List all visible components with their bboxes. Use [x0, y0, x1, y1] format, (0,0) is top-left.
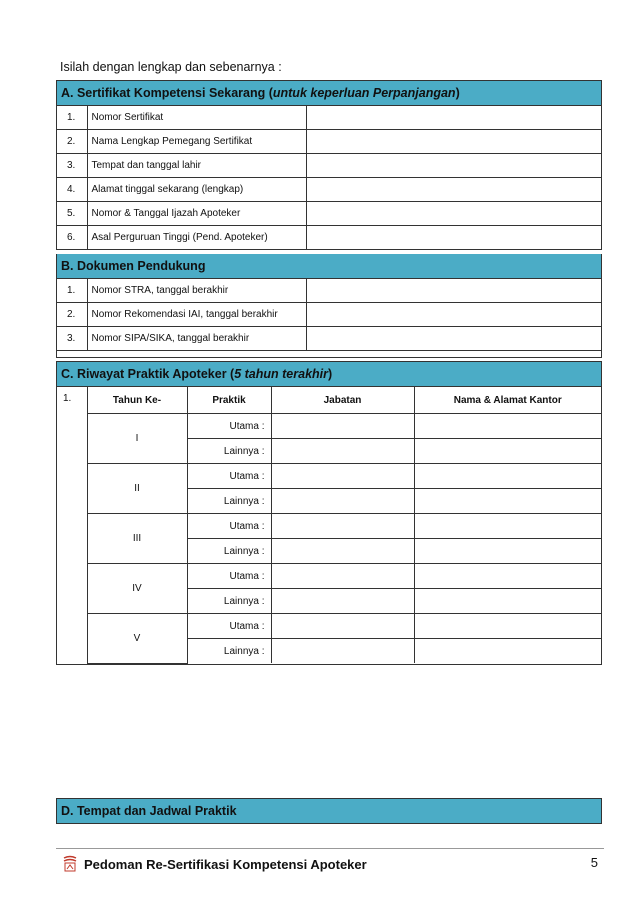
kantor-cell[interactable] [414, 614, 601, 639]
value-cell[interactable] [306, 154, 601, 178]
value-cell[interactable] [306, 327, 601, 351]
year-label: V [87, 614, 187, 664]
riwayat-table [57, 387, 601, 664]
kantor-cell[interactable] [414, 489, 601, 514]
section-b-title: B. Dokumen Pendukung [57, 254, 601, 279]
table-row: V Utama : [57, 614, 601, 639]
section-c [56, 361, 602, 665]
table-row: 5. Nomor & Tanggal Ijazah Apoteker [57, 202, 601, 226]
year-label: IV [87, 564, 187, 614]
table-row: Lainnya : [57, 439, 601, 464]
table-row: Lainnya : [57, 589, 601, 614]
kantor-cell[interactable] [414, 639, 601, 664]
year-label: III [87, 514, 187, 564]
footer-divider [56, 848, 604, 849]
kantor-cell[interactable] [414, 564, 601, 589]
table-row: 3. Tempat dan tanggal lahir [57, 154, 601, 178]
table-row: 3. Nomor SIPA/SIKA, tanggal berakhir [57, 327, 601, 351]
value-cell[interactable] [306, 303, 601, 327]
jabatan-cell[interactable] [271, 489, 414, 514]
iai-logo-icon [62, 855, 78, 873]
footer [62, 855, 367, 873]
table-row: 6. Asal Perguruan Tinggi (Pend. Apoteker) [57, 226, 601, 250]
year-label: II [87, 464, 187, 514]
kantor-cell[interactable] [414, 589, 601, 614]
divider [57, 350, 601, 357]
table-row: IV Utama : [57, 564, 601, 589]
table-row: Lainnya : [57, 539, 601, 564]
jabatan-cell[interactable] [271, 414, 414, 439]
jabatan-cell[interactable] [271, 589, 414, 614]
table-row: II Utama : [57, 464, 601, 489]
kantor-cell[interactable] [414, 514, 601, 539]
kantor-cell[interactable] [414, 464, 601, 489]
value-cell[interactable] [306, 178, 601, 202]
section-a-title: A. Sertifikat Kompetensi Sekarang (untuk keperluan Perpanjangan) [57, 81, 601, 106]
section-d-title: D. Tempat dan Jadwal Praktik [57, 799, 601, 823]
year-label: I [87, 414, 187, 464]
value-cell[interactable] [306, 130, 601, 154]
section-c-title: C. Riwayat Praktik Apoteker (5 tahun terakhir) [57, 362, 601, 387]
table-row: I Utama : [57, 414, 601, 439]
value-cell[interactable] [306, 279, 601, 303]
section-d [56, 798, 602, 824]
intro-text: Isilah dengan lengkap dan sebenarnya : [60, 60, 282, 74]
table-row: 2. Nama Lengkap Pemegang Sertifikat [57, 130, 601, 154]
value-cell[interactable] [306, 202, 601, 226]
table-row: 1. Nomor Sertifikat [57, 106, 601, 130]
table-row: 1. Nomor STRA, tanggal berakhir [57, 279, 601, 303]
value-cell[interactable] [306, 226, 601, 250]
kantor-cell[interactable] [414, 539, 601, 564]
table-row: III Utama : [57, 514, 601, 539]
table-row: Lainnya : [57, 489, 601, 514]
table-row: Lainnya : [57, 639, 601, 664]
header-kantor: Nama & Alamat Kantor [414, 387, 601, 414]
jabatan-cell[interactable] [271, 639, 414, 664]
section-a [56, 80, 602, 250]
jabatan-cell[interactable] [271, 464, 414, 489]
jabatan-cell[interactable] [271, 564, 414, 589]
header-tahun: Tahun Ke- [87, 387, 187, 414]
kantor-cell[interactable] [414, 414, 601, 439]
jabatan-cell[interactable] [271, 614, 414, 639]
table-row: 2. Nomor Rekomendasi IAI, tanggal berakhir [57, 303, 601, 327]
header-jabatan: Jabatan [271, 387, 414, 414]
jabatan-cell[interactable] [271, 539, 414, 564]
page-number: 5 [590, 855, 598, 870]
jabatan-cell[interactable] [271, 439, 414, 464]
jabatan-cell[interactable] [271, 514, 414, 539]
value-cell[interactable] [306, 106, 601, 130]
section-b-table [57, 279, 601, 350]
kantor-cell[interactable] [414, 439, 601, 464]
table-header-row [57, 387, 601, 414]
section-b [56, 254, 602, 358]
footer-title: Pedoman Re-Sertifikasi Kompetensi Apoteker [84, 856, 367, 872]
table-row: 4. Alamat tinggal sekarang (lengkap) [57, 178, 601, 202]
header-praktik: Praktik [187, 387, 271, 414]
row-number: 1. [57, 387, 87, 663]
section-a-table [57, 106, 601, 249]
